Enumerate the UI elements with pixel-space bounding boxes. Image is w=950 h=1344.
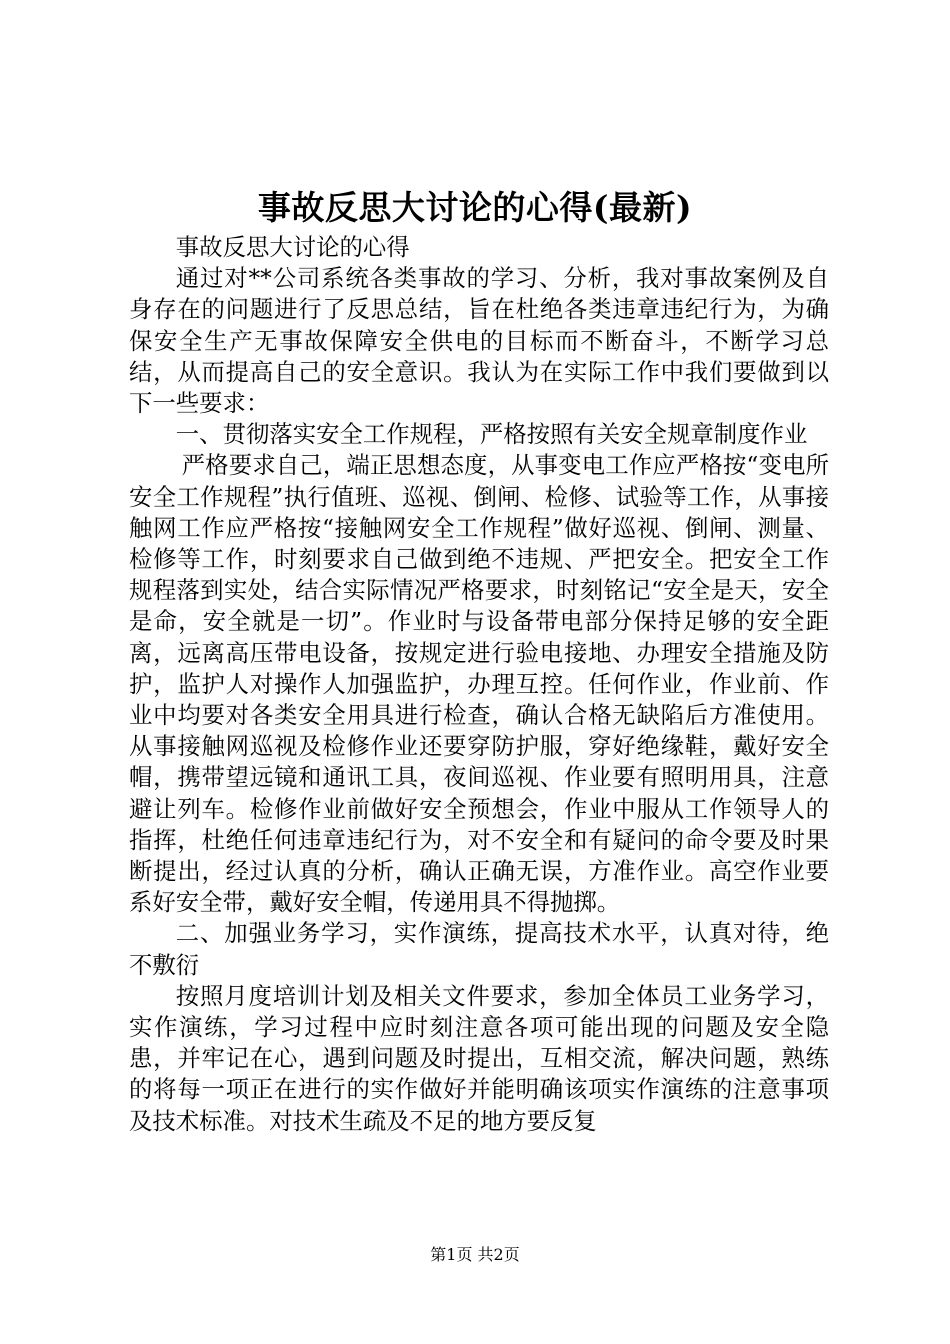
document-body	[129, 232, 829, 1137]
document-title: 事故反思大讨论的心得(最新)	[257, 188, 693, 227]
page-footer: 第1页 共2页	[430, 1245, 520, 1264]
section-1-paragraph: 严格要求自己，端正思想态度，从事变电工作应严格按“变电所安全工作规程”执行值班、巡视、倒闸、检修、试验等工作，从事接触网工作应严格按“接触网安全工作规程”做好巡视、倒闸、测量、检修等工作，时刻要求自己做到绝不违规、严把安全。把安全工作规程落到实处，结合实际情况严格要求，时刻铭记“安全是天，安全是命，安全就是一切”。作业时与设备带电部分保持足够的安全距离，远离高压带电设备，按规定进行验电接地、办理安全措施及防护，监护人对操作人加强监护，办理互控。任何作业，作业前、作业中均要对各类安全用具进行检查，确认合格无缺陷后方准使用。从事接触网巡视及检修作业还要穿防护服，穿好绝缘鞋，戴好安全帽，携带望远镜和通讯工具，夜间巡视、作业要有照明用具，注意避让列车。检修作业前做好安全预想会，作业中服从工作领导人的指挥，杜绝任何违章违纪行为，对不安全和有疑问的命令要及时果断提出，经过认真的分析，确认正确无误，方准作业。高空作业要系好安全带，戴好安全帽，传递用具不得抛掷。	[129, 451, 829, 917]
section-2-paragraph: 按照月度培训计划及相关文件要求，参加全体员工业务学习，实作演练，学习过程中应时刻注意各项可能出现的问题及安全隐患，并牢记在心，遇到问题及时提出，互相交流，解决问题，熟练的将每一项正在进行的实作做好并能明确该项实作演练的注意事项及技术标准。对技术生疏及不足的地方要反复	[129, 981, 829, 1135]
section-heading-1: 一、贯彻落实安全工作规程，严格按照有关安全规章制度作业	[175, 420, 808, 449]
section-heading-2: 二、加强业务学习，实作演练，提高技术水平，认真对待，绝不敷衍	[129, 919, 829, 979]
subtitle-paragraph: 事故反思大讨论的心得	[175, 233, 410, 261]
intro-paragraph: 通过对**公司系统各类事故的学习、分析，我对事故案例及自身存在的问题进行了反思总结，旨在杜绝各类违章违纪行为，为确保安全生产无事故保障安全供电的目标而不断奋斗，不断学习总结，从而提高自己的安全意识。我认为在实际工作中我们要做到以下一些要求：	[129, 264, 829, 418]
